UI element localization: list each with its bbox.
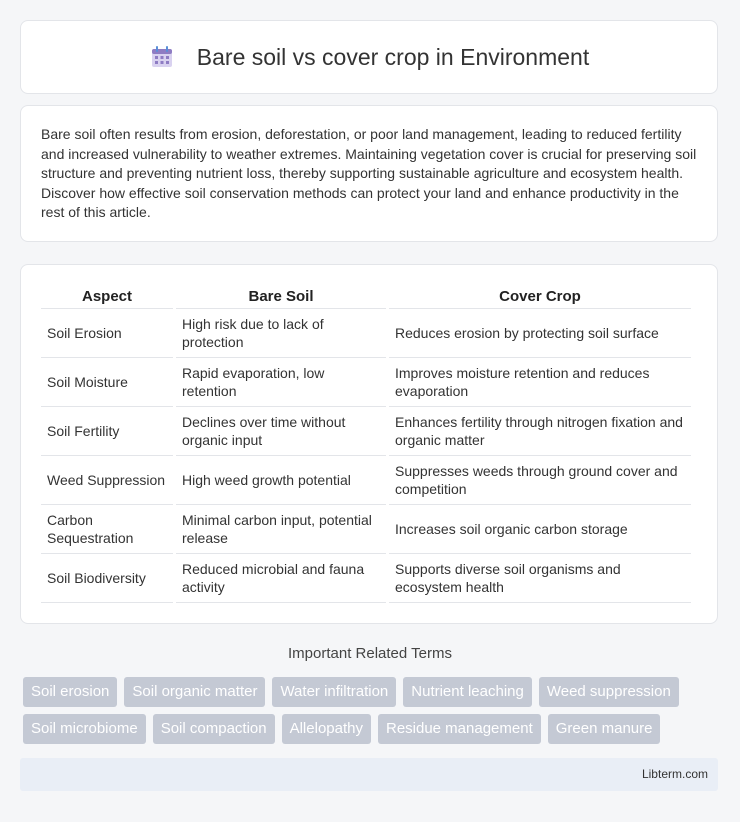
table-row [41,407,691,456]
footer [20,758,718,791]
tag-soil-organic-matter[interactable]: Soil organic matter [124,677,265,707]
comparison-table [38,285,694,603]
related-terms-tags [23,677,723,751]
header-bare-soil: Bare Soil [176,285,386,309]
table-row [41,554,691,603]
cell-bare-soil: Rapid evaporation, low retention [176,358,386,407]
header-cover-crop: Cover Crop [389,285,691,309]
table-row [41,358,691,407]
tag-soil-microbiome[interactable]: Soil microbiome [23,714,146,744]
cell-bare-soil: Minimal carbon input, potential release [176,505,386,554]
cell-cover-crop: Increases soil organic carbon storage [389,505,691,554]
tag-row [23,677,723,707]
cell-aspect: Soil Biodiversity [41,554,173,603]
tag-weed-suppression[interactable]: Weed suppression [539,677,679,707]
cell-bare-soil: Reduced microbial and fauna activity [176,554,386,603]
related-terms-heading: Important Related Terms [288,645,452,662]
table-header-row [41,285,691,309]
tag-row [23,714,723,744]
cell-bare-soil: High weed growth potential [176,456,386,505]
calendar-icon [149,44,175,70]
cell-bare-soil: Declines over time without organic input [176,407,386,456]
cell-cover-crop: Suppresses weeds through ground cover and competition [389,456,691,505]
tag-nutrient-leaching[interactable]: Nutrient leaching [403,677,532,707]
cell-aspect: Soil Fertility [41,407,173,456]
cell-aspect: Carbon Sequestration [41,505,173,554]
cell-aspect: Soil Moisture [41,358,173,407]
cell-cover-crop: Improves moisture retention and reduces evaporation [389,358,691,407]
cell-bare-soil: High risk due to lack of protection [176,309,386,358]
comparison-card [20,264,718,624]
tag-residue-management[interactable]: Residue management [378,714,541,744]
table-row [41,456,691,505]
tag-soil-compaction[interactable]: Soil compaction [153,714,275,744]
intro-text: Bare soil often results from erosion, deforestation, or poor land management, leading to reduced fertility and increased vulnerability to weather extremes. Maintaining vegetation cover is crucial for preserving soil structure and preventing nutrient loss, thereby supporting sustainable agriculture and ecosystem health. Discover how effective soil conservation methods can protect your land and enhance productivity in the rest of this article. [41,126,697,220]
tag-water-infiltration[interactable]: Water infiltration [272,677,396,707]
footer-site-link[interactable]: Libterm.com [641,767,708,781]
cell-cover-crop: Enhances fertility through nitrogen fixation and organic matter [389,407,691,456]
cell-cover-crop: Reduces erosion by protecting soil surface [389,309,691,358]
table-row [41,309,691,358]
table-row [41,505,691,554]
header-aspect: Aspect [41,285,173,309]
intro-card [20,105,718,242]
tag-soil-erosion[interactable]: Soil erosion [23,677,117,707]
cell-aspect: Soil Erosion [41,309,173,358]
tag-allelopathy[interactable]: Allelopathy [282,714,371,744]
title-card [20,20,718,94]
tag-green-manure[interactable]: Green manure [548,714,661,744]
cell-cover-crop: Supports diverse soil organisms and ecosystem health [389,554,691,603]
cell-aspect: Weed Suppression [41,456,173,505]
page-title: Bare soil vs cover crop in Environment [196,43,590,70]
